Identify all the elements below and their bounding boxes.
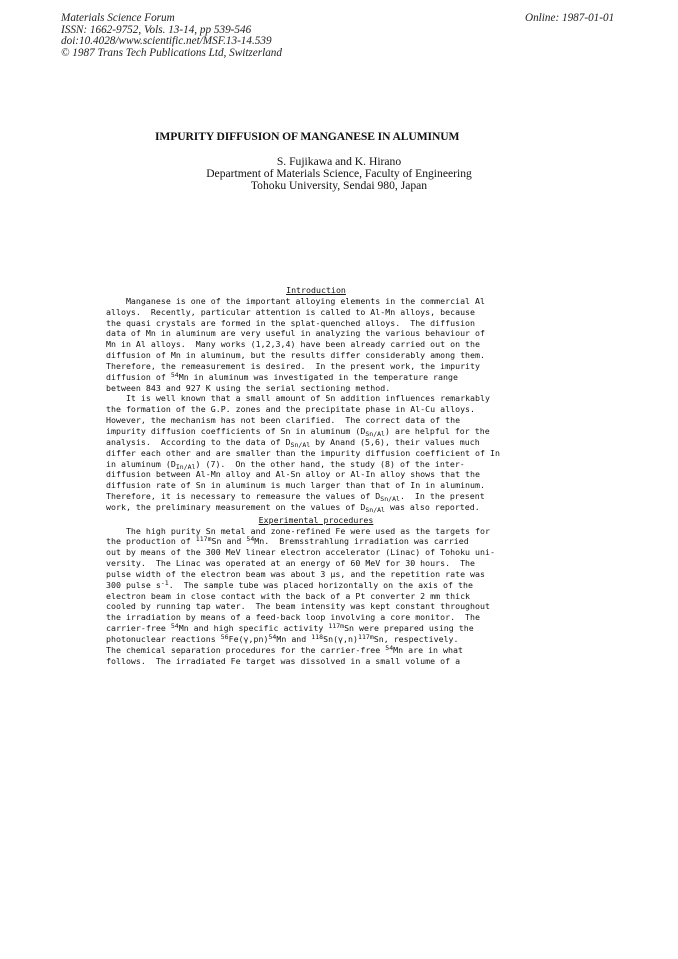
text-line: versity. The Linac was operated at an energy of 60 MeV for 30 hours. The — [106, 558, 476, 569]
copyright-line: © 1987 Trans Tech Publications Ltd, Switzerland — [61, 46, 282, 59]
text-line: 300 pulse $s^{-1}$. The sample tube was placed horizontally on the axis of the — [106, 578, 473, 590]
paper-title: IMPURITY DIFFUSION OF MANGANESE IN ALUMINUM — [155, 130, 460, 143]
text-line: Mn in Al alloys. Many works (1,2,3,4) have been already carried out on the — [106, 339, 481, 350]
text-line: Therefore, it is necessary to remeasure the values of $D_{Sn/Al}$. In the present — [106, 491, 485, 504]
text-line: The high purity Sn metal and zone-refined Fe were used as the targets for — [106, 525, 490, 536]
text-line: It is well known that a small amount of Sn addition influences remarkably — [106, 393, 490, 404]
text-line: the formation of the G.P. zones and the precipitate phase in Al-Cu alloys. — [106, 404, 476, 415]
text-line: impurity diffusion coefficients of Sn in aluminum $(D_{Sn/Al})$ are helpful for the — [106, 425, 490, 438]
text-line: the production of $^{117m}$Sn and $^{54}$Mn. Bremsstrahlung irradiation was carried — [106, 535, 469, 547]
section-heading-experimental: Experimental procedures — [258, 514, 374, 525]
text-line: diffusion rate of Sn in aluminum is much larger than that of In in aluminum. — [106, 480, 486, 491]
issn-line: ISSN: 1662-9752, Vols. 13-14, pp 539-546 — [61, 23, 252, 36]
paper-body — [106, 285, 536, 667]
author-block — [0, 156, 678, 193]
text-line: diffusion of Mn in aluminum, but the results differ considerably among them. — [106, 350, 486, 361]
text-line: differ each other and are smaller than the impurity diffusion coefficient of In — [106, 447, 500, 458]
online-date: Online: 1987-01-01 — [525, 12, 615, 24]
authors: S. Fujikawa and K. Hirano — [276, 155, 402, 168]
text-line: cooled by running tap water. The beam intensity was kept constant throughout — [106, 601, 490, 612]
text-line: data of Mn in aluminum are very useful in analyzing the various behaviour of — [106, 328, 486, 339]
text-line: analysis. According to the data of $D_{Sn/Al}$ by Anand (5,6), their values much — [106, 436, 480, 449]
text-line: the quasi crystals are formed in the splat-quenched alloys. The diffusion — [106, 317, 476, 328]
text-line: the irradiation by means of a feed-back loop involving a core monitor. The — [106, 612, 481, 623]
text-line: Therefore, the remeasurement is desired. In the present work, the impurity — [106, 360, 481, 371]
text-line: in aluminum $(D_{In/Al})$ (7). On the other hand, the study (8) of the inter- — [106, 458, 465, 471]
text-line: pulse width of the electron beam was about 3 µs, and the repetition rate was — [106, 568, 486, 579]
citation-header — [61, 13, 282, 59]
text-line: diffusion of $^{54}$Mn in aluminum was investigated in the temperature range — [106, 370, 458, 382]
section-heading-introduction: Introduction — [286, 285, 346, 295]
text-line: between 843 and 927 K using the serial sectioning method. — [106, 382, 391, 393]
text-line: follows. The irradiated Fe target was dissolved in a small volume of a — [106, 655, 461, 666]
text-line: The chemical separation procedures for the carrier-free $^{54}$Mn are in what — [106, 643, 463, 655]
text-line: diffusion between Al-Mn alloy and Al-Sn alloy or Al-In alloy shows that the — [106, 469, 481, 480]
text-line: work, the preliminary measurement on the values of $D_{Sn/Al}$ was also reported. — [106, 501, 480, 514]
text-line: out by means of the 300 MeV linear electron accelerator (Linac) of Tohoku uni- — [106, 547, 495, 558]
affiliation-department: Department of Materials Science, Faculty of Engineering — [206, 167, 472, 181]
text-line: photonuclear reactions $^{56}Fe(\gamma,pn)^{54}Mn$ and $^{118}Sn(\gamma,n)^{117m}Sn$, respectively. — [106, 633, 459, 644]
text-line: electron beam in close contact with the back of a Pt converter 2 mm thick — [106, 590, 471, 601]
text-line: However, the mechanism has not been clarified. The correct data of the — [106, 415, 461, 426]
text-line: carrier-free $^{54}$Mn and high specific activity $^{117m}$Sn were prepared using the — [106, 622, 474, 634]
doi-link[interactable]: doi:10.4028/www.scientific.net/MSF.13-14.539 — [61, 35, 272, 48]
affiliation-university: Tohoku University, Sendai 980, Japan — [250, 179, 428, 193]
text-line: alloys. Recently, particular attention is called to Al-Mn alloys, because — [106, 306, 476, 317]
text-line: Manganese is one of the important alloying elements in the commercial Al — [106, 295, 486, 306]
journal-name: Materials Science Forum — [61, 12, 175, 24]
